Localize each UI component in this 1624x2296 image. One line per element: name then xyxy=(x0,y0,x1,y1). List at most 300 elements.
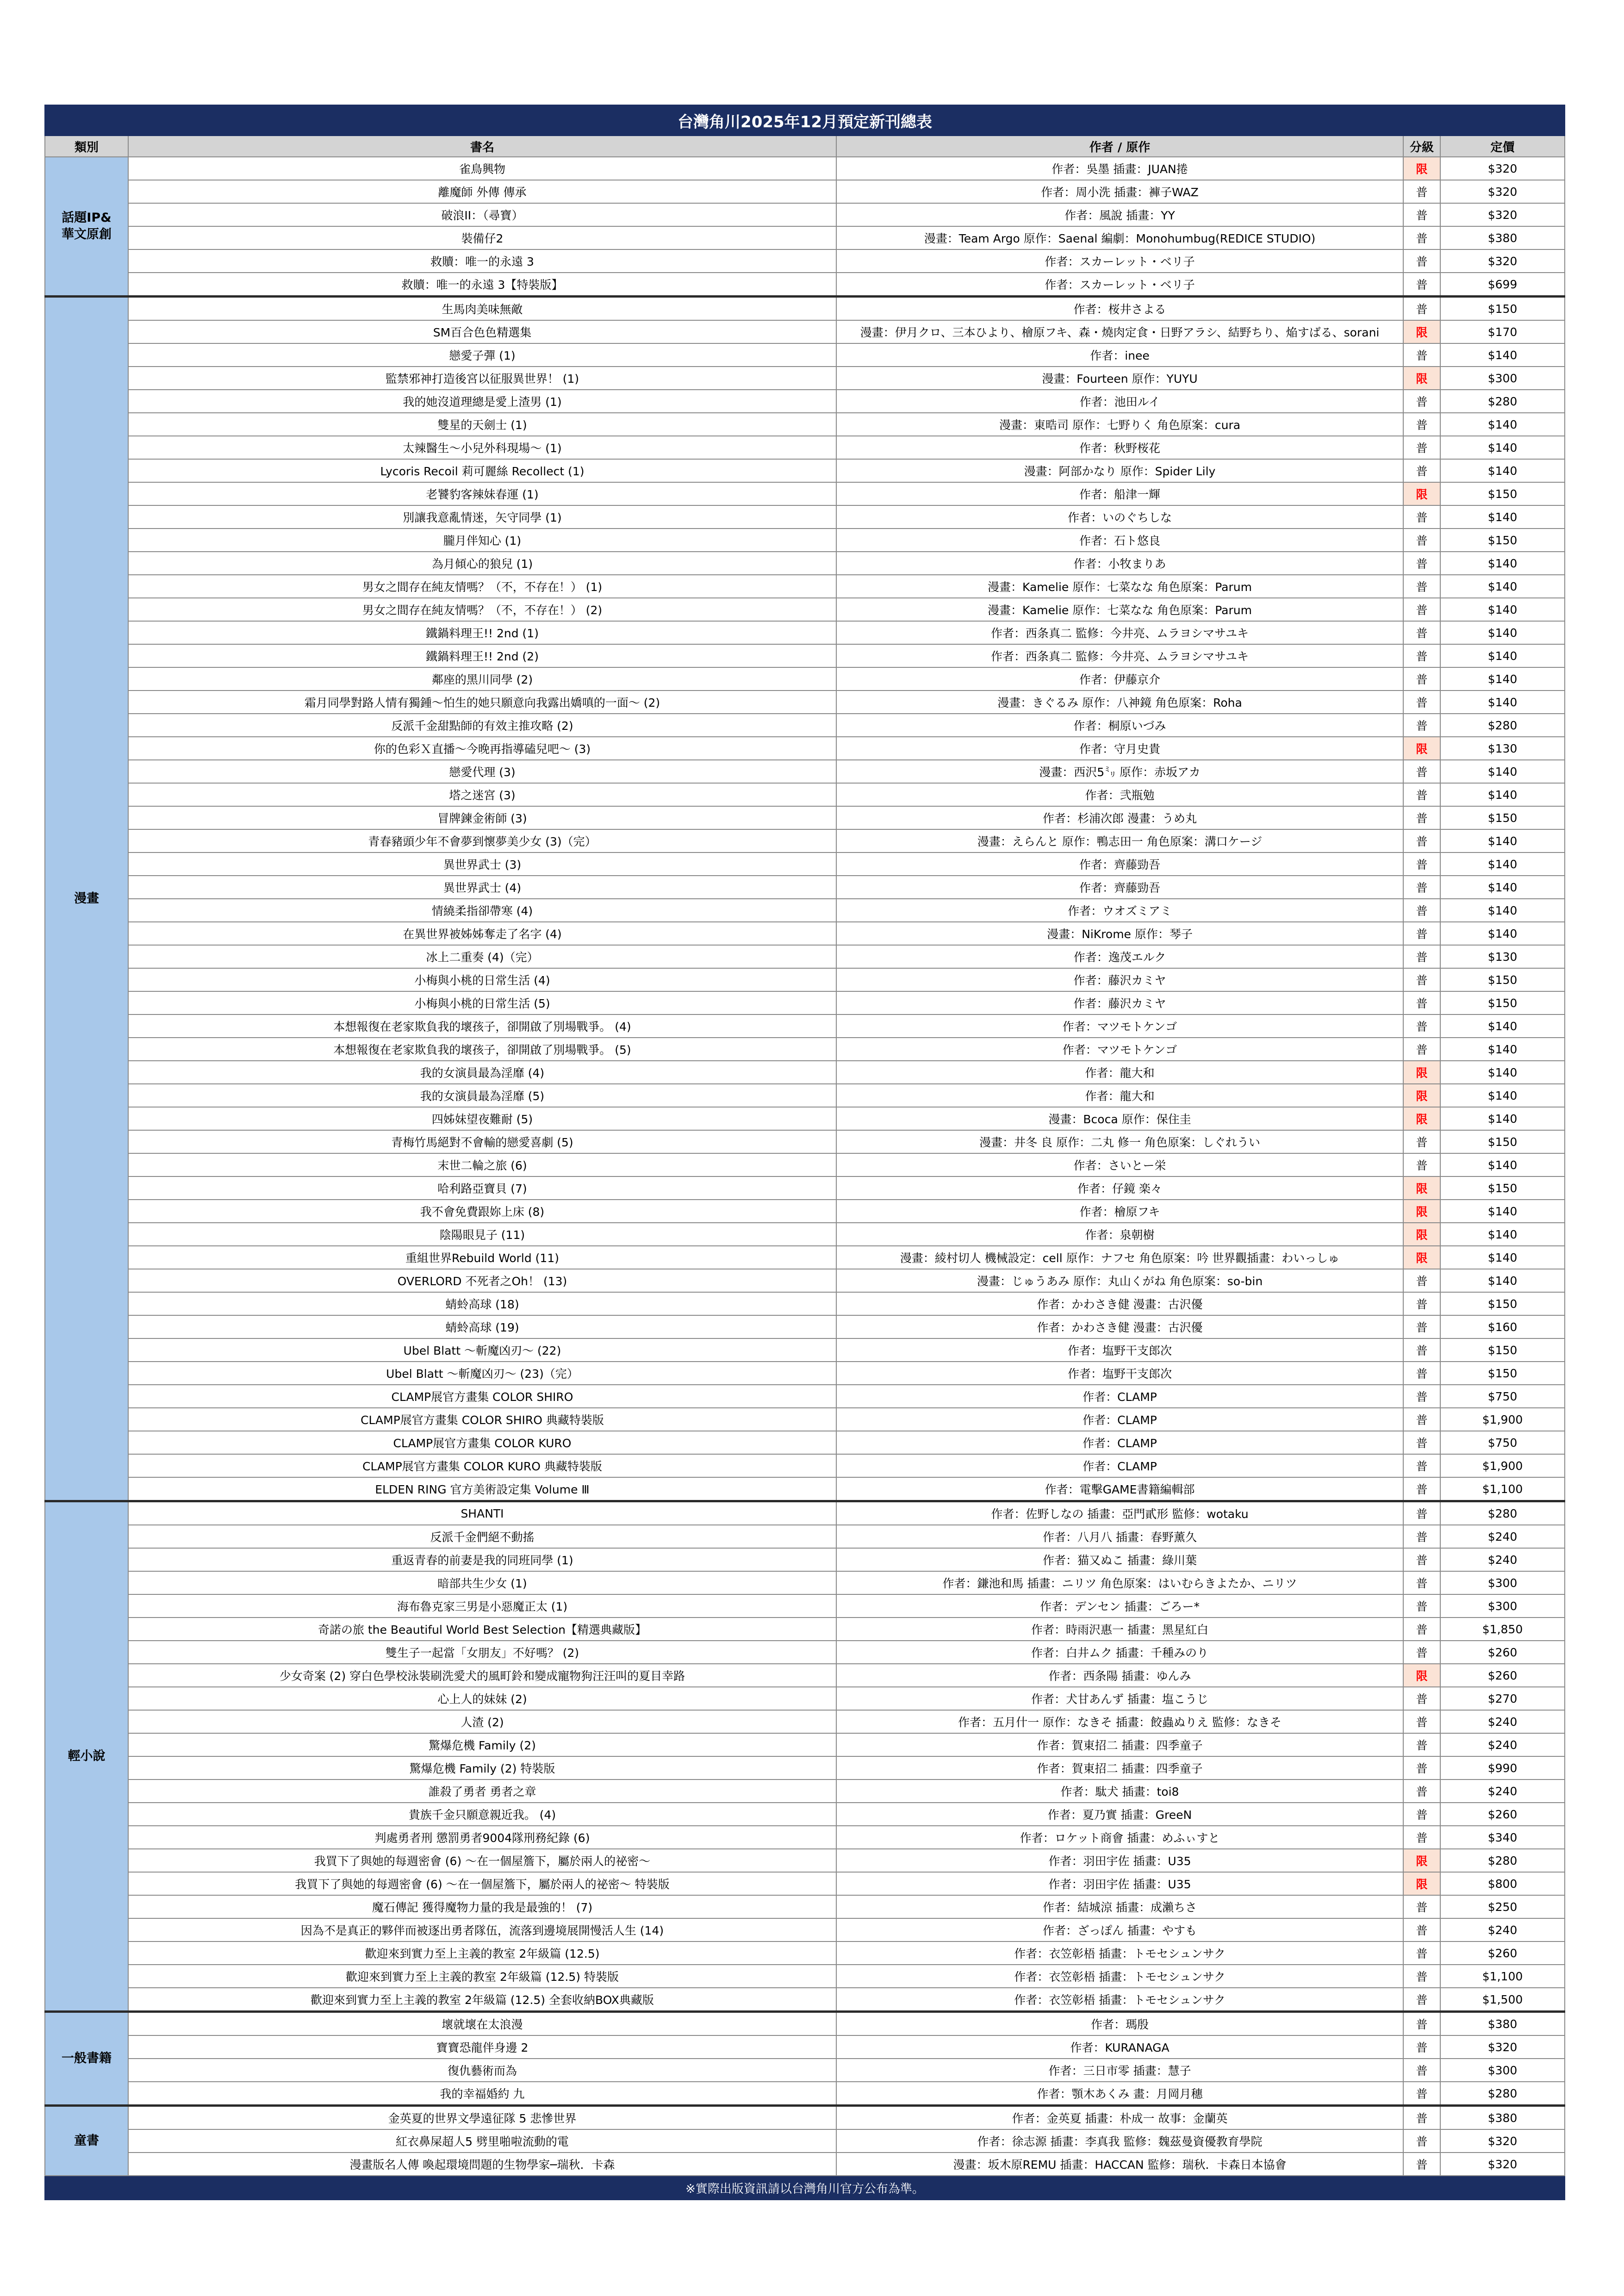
author-cell: 作者：齊藤勁吾 xyxy=(836,852,1403,876)
author-cell: 漫畫：Team Argo 原作：Saenal 編劇：Monohumbug(REDICE STUDIO) xyxy=(836,226,1403,249)
price-cell: $140 xyxy=(1440,575,1565,598)
table-row xyxy=(45,922,1565,945)
book-title-cell: 陰陽眼見子 (11) xyxy=(128,1223,836,1246)
author-cell: 作者：猫又ぬこ 插畫：綠川葉 xyxy=(836,1548,1403,1571)
book-title-cell: 誰殺了勇者 勇者之章 xyxy=(128,1780,836,1803)
author-cell: 作者：さいとー栄 xyxy=(836,1153,1403,1176)
table-row xyxy=(45,1454,1565,1477)
grade-cell: 普 xyxy=(1403,1431,1440,1454)
price-cell: $320 xyxy=(1440,157,1565,180)
grade-cell: 普 xyxy=(1403,1895,1440,1918)
category-cell: 童書 xyxy=(45,2106,128,2176)
author-cell: 作者：衣笠彰梧 插畫：トモセシュンサク xyxy=(836,1941,1403,1965)
book-title-cell: 末世二輪之旅 (6) xyxy=(128,1153,836,1176)
grade-cell: 普 xyxy=(1403,621,1440,644)
price-cell: $320 xyxy=(1440,2129,1565,2153)
author-cell: 漫畫：西沢5㍉ 原作：赤坂アカ xyxy=(836,760,1403,783)
table-row xyxy=(45,2106,1565,2130)
price-cell: $340 xyxy=(1440,1826,1565,1849)
book-title-cell: 離魔師 外傳 傳承 xyxy=(128,180,836,203)
author-cell: 作者：龍大和 xyxy=(836,1061,1403,1084)
book-title-cell: 我的她沒道理總是愛上渣男 (1) xyxy=(128,390,836,413)
author-cell: 作者：CLAMP xyxy=(836,1431,1403,1454)
grade-cell: 普 xyxy=(1403,249,1440,273)
author-cell: 漫畫：Fourteen 原作：YUYU xyxy=(836,367,1403,390)
book-title-cell: 冒牌鍊金術師 (3) xyxy=(128,806,836,829)
table-row xyxy=(45,552,1565,575)
table-row xyxy=(45,2059,1565,2082)
header-grade: 分級 xyxy=(1403,136,1440,157)
grade-cell: 普 xyxy=(1403,1014,1440,1038)
price-cell: $380 xyxy=(1440,2106,1565,2130)
price-cell: $300 xyxy=(1440,2059,1565,2082)
author-cell: 作者：時雨沢惠一 插畫：黑星紅白 xyxy=(836,1618,1403,1641)
price-cell: $150 xyxy=(1440,968,1565,991)
table-row xyxy=(45,1918,1565,1941)
author-cell: 作者：龍大和 xyxy=(836,1084,1403,1107)
author-cell: 作者：杉浦次郎 漫畫：うめ丸 xyxy=(836,806,1403,829)
author-cell: 作者：塩野干支郎次 xyxy=(836,1362,1403,1385)
table-row xyxy=(45,1872,1565,1895)
book-title-cell: 鐵鍋料理王!! 2nd (2) xyxy=(128,644,836,667)
price-cell: $1,900 xyxy=(1440,1408,1565,1431)
book-title-cell: 心上人的妹妹 (2) xyxy=(128,1687,836,1710)
grade-cell: 限 xyxy=(1403,1849,1440,1872)
grade-cell: 普 xyxy=(1403,2106,1440,2130)
grade-cell: 限 xyxy=(1403,1107,1440,1130)
price-cell: $380 xyxy=(1440,226,1565,249)
table-row xyxy=(45,180,1565,203)
book-title-cell: SHANTI xyxy=(128,1501,836,1525)
table-row xyxy=(45,1618,1565,1641)
table-row xyxy=(45,273,1565,297)
table-row xyxy=(45,297,1565,321)
grade-cell: 普 xyxy=(1403,2059,1440,2082)
book-title-cell: 救贖：唯一的永遠 3【特裝版】 xyxy=(128,273,836,297)
book-title-cell: CLAMP展官方畫集 COLOR KURO xyxy=(128,1431,836,1454)
grade-cell: 普 xyxy=(1403,1756,1440,1780)
grade-cell: 普 xyxy=(1403,852,1440,876)
table-row xyxy=(45,157,1565,180)
table-row xyxy=(45,1687,1565,1710)
author-cell: 作者：金英夏 插畫：朴成一 故事：金蘭英 xyxy=(836,2106,1403,2130)
table-row xyxy=(45,1431,1565,1454)
price-cell: $150 xyxy=(1440,1338,1565,1362)
author-cell: 漫畫：きぐるみ 原作：八神鏡 角色原案：Roha xyxy=(836,691,1403,714)
book-title-cell: 青梅竹馬絕對不會輸的戀愛喜劇 (5) xyxy=(128,1130,836,1153)
grade-cell: 普 xyxy=(1403,226,1440,249)
author-cell: 作者：守月史貴 xyxy=(836,737,1403,760)
price-cell: $260 xyxy=(1440,1664,1565,1687)
author-cell: 漫畫：東晧司 原作：七野りく 角色原案：cura xyxy=(836,413,1403,436)
book-title-cell: 我的女演員最為淫靡 (4) xyxy=(128,1061,836,1084)
book-title-cell: 異世界武士 (3) xyxy=(128,852,836,876)
grade-cell: 普 xyxy=(1403,899,1440,922)
table-row xyxy=(45,1130,1565,1153)
grade-cell: 普 xyxy=(1403,1153,1440,1176)
author-cell: 作者：小牧まりあ xyxy=(836,552,1403,575)
book-title-cell: 在異世界被姊姊奪走了名字 (4) xyxy=(128,922,836,945)
grade-cell: 普 xyxy=(1403,760,1440,783)
table-row xyxy=(45,1664,1565,1687)
price-cell: $990 xyxy=(1440,1756,1565,1780)
price-cell: $250 xyxy=(1440,1895,1565,1918)
price-cell: $1,500 xyxy=(1440,1988,1565,2012)
table-row xyxy=(45,1571,1565,1594)
price-cell: $260 xyxy=(1440,1641,1565,1664)
header-name: 書名 xyxy=(128,136,836,157)
grade-cell: 普 xyxy=(1403,1965,1440,1988)
grade-cell: 普 xyxy=(1403,968,1440,991)
author-cell: 作者：結城涼 插畫：成瀨ちさ xyxy=(836,1895,1403,1918)
table-row xyxy=(45,1803,1565,1826)
grade-cell: 普 xyxy=(1403,1408,1440,1431)
grade-cell: 普 xyxy=(1403,1780,1440,1803)
grade-cell: 普 xyxy=(1403,1594,1440,1618)
price-cell: $240 xyxy=(1440,1710,1565,1733)
new-release-table xyxy=(44,105,1565,2200)
price-cell: $300 xyxy=(1440,367,1565,390)
table-row xyxy=(45,226,1565,249)
book-title-cell: 我買下了與她的每週密會 (6) ～在一個屋簷下，屬於兩人的祕密～ xyxy=(128,1849,836,1872)
grade-cell: 普 xyxy=(1403,180,1440,203)
author-cell: 作者：かわさき健 漫畫：古沢優 xyxy=(836,1315,1403,1338)
author-cell: 作者：顎木あくみ 畫：月岡月穗 xyxy=(836,2082,1403,2106)
book-title-cell: 金英夏的世界文學遠征隊 5 悲慘世界 xyxy=(128,2106,836,2130)
table-row xyxy=(45,783,1565,806)
table-row xyxy=(45,667,1565,691)
grade-cell: 普 xyxy=(1403,297,1440,321)
grade-cell: 普 xyxy=(1403,1130,1440,1153)
grade-cell: 普 xyxy=(1403,1038,1440,1061)
price-cell: $140 xyxy=(1440,1061,1565,1084)
grade-cell: 普 xyxy=(1403,529,1440,552)
grade-cell: 限 xyxy=(1403,1176,1440,1200)
book-title-cell: 老饕豹客辣妹春運 (1) xyxy=(128,482,836,505)
book-title-cell: ELDEN RING 官方美術設定集 Volume Ⅲ xyxy=(128,1477,836,1501)
table-row xyxy=(45,1385,1565,1408)
price-cell: $140 xyxy=(1440,783,1565,806)
book-title-cell: SM百合色色精選集 xyxy=(128,320,836,343)
book-title-cell: 歡迎來到實力至上主義的教室 2年級篇 (12.5) 全套收納BOX典藏版 xyxy=(128,1988,836,2012)
price-cell: $150 xyxy=(1440,482,1565,505)
book-title-cell: 奇諾の旅 the Beautiful World Best Selection【精選典藏版】 xyxy=(128,1618,836,1641)
price-cell: $240 xyxy=(1440,1525,1565,1548)
table-row xyxy=(45,1246,1565,1269)
book-title-cell: CLAMP展官方畫集 COLOR SHIRO 典藏特裝版 xyxy=(128,1408,836,1431)
author-cell: 作者：駄犬 插畫：toi8 xyxy=(836,1780,1403,1803)
book-title-cell: 救贖：唯一的永遠 3 xyxy=(128,249,836,273)
author-cell: 作者：桜井さよる xyxy=(836,297,1403,321)
table-row xyxy=(45,991,1565,1014)
table-row xyxy=(45,806,1565,829)
author-cell: 作者：犬甘あんず 插畫：塩こうじ xyxy=(836,1687,1403,1710)
author-cell: 作者：デンセン 插畫：ごろー* xyxy=(836,1594,1403,1618)
book-title-cell: 朧月伴知心 (1) xyxy=(128,529,836,552)
book-title-cell: 少女奇案 (2) 穿白色學校泳裝刷洗愛犬的風町鈴和變成寵物狗汪汪叫的夏目幸路 xyxy=(128,1664,836,1687)
book-title-cell: 青春豬頭少年不會夢到懷夢美少女 (3)（完） xyxy=(128,829,836,852)
price-cell: $280 xyxy=(1440,1849,1565,1872)
table-row xyxy=(45,852,1565,876)
category-cell: 輕小說 xyxy=(45,1501,128,2012)
author-cell: 作者：八月八 插畫：春野薰久 xyxy=(836,1525,1403,1548)
book-title-cell: 雙生子一起當「女朋友」不好嗎？ (2) xyxy=(128,1641,836,1664)
price-cell: $160 xyxy=(1440,1315,1565,1338)
grade-cell: 普 xyxy=(1403,343,1440,367)
price-cell: $140 xyxy=(1440,436,1565,459)
table-row xyxy=(45,1176,1565,1200)
price-cell: $750 xyxy=(1440,1385,1565,1408)
price-cell: $750 xyxy=(1440,1431,1565,1454)
book-title-cell: Ubel Blatt ～斬魔凶刃～ (23)（完） xyxy=(128,1362,836,1385)
table-row xyxy=(45,691,1565,714)
grade-cell: 限 xyxy=(1403,482,1440,505)
book-title-cell: 裝備仔2 xyxy=(128,226,836,249)
price-cell: $320 xyxy=(1440,203,1565,226)
price-cell: $140 xyxy=(1440,1269,1565,1292)
price-cell: $140 xyxy=(1440,505,1565,529)
author-cell: 漫畫：綾村切人 機械設定：cell 原作：ナフセ 角色原案：吟 世界觀插畫：わいっしゅ xyxy=(836,1246,1403,1269)
author-cell: 作者：夏乃實 插畫：GreeN xyxy=(836,1803,1403,1826)
table-row xyxy=(45,737,1565,760)
book-title-cell: 本想報復在老家欺負我的壞孩子，卻開啟了別場戰爭。 (5) xyxy=(128,1038,836,1061)
price-cell: $140 xyxy=(1440,852,1565,876)
grade-cell: 普 xyxy=(1403,2012,1440,2036)
author-cell: 作者：瑪殷 xyxy=(836,2012,1403,2036)
author-cell: 漫畫：NiKrome 原作：琴子 xyxy=(836,922,1403,945)
book-title-cell: 反派千金甜點師的有效主推攻略 (2) xyxy=(128,714,836,737)
table-row xyxy=(45,1965,1565,1988)
price-cell: $140 xyxy=(1440,343,1565,367)
price-cell: $150 xyxy=(1440,806,1565,829)
price-cell: $699 xyxy=(1440,273,1565,297)
price-cell: $270 xyxy=(1440,1687,1565,1710)
grade-cell: 普 xyxy=(1403,1548,1440,1571)
price-cell: $800 xyxy=(1440,1872,1565,1895)
table-row xyxy=(45,1292,1565,1315)
author-cell: 漫畫：Kamelie 原作：七菜なな 角色原案：Parum xyxy=(836,575,1403,598)
author-cell: 作者：伊藤京介 xyxy=(836,667,1403,691)
grade-cell: 普 xyxy=(1403,413,1440,436)
price-cell: $240 xyxy=(1440,1733,1565,1756)
author-cell: 作者：檜原フキ xyxy=(836,1200,1403,1223)
grade-cell: 普 xyxy=(1403,1988,1440,2012)
grade-cell: 普 xyxy=(1403,1803,1440,1826)
price-cell: $140 xyxy=(1440,691,1565,714)
grade-cell: 普 xyxy=(1403,203,1440,226)
price-cell: $140 xyxy=(1440,552,1565,575)
price-cell: $150 xyxy=(1440,1130,1565,1153)
book-title-cell: 小梅與小桃的日常生活 (5) xyxy=(128,991,836,1014)
book-title-cell: 重組世界Rebuild World (11) xyxy=(128,1246,836,1269)
price-cell: $140 xyxy=(1440,413,1565,436)
table-row xyxy=(45,459,1565,482)
footer-row xyxy=(45,2176,1565,2200)
author-cell: 作者：いのぐちしな xyxy=(836,505,1403,529)
author-cell: 作者：賀東招二 插畫：四季童子 xyxy=(836,1733,1403,1756)
grade-cell: 普 xyxy=(1403,876,1440,899)
book-title-cell: 歡迎來到實力至上主義的教室 2年級篇 (12.5) 特裝版 xyxy=(128,1965,836,1988)
grade-cell: 普 xyxy=(1403,575,1440,598)
author-cell: 漫畫：井冬 良 原作：二丸 修一 角色原案：しぐれうい xyxy=(836,1130,1403,1153)
author-cell: 作者：塩野干支郎次 xyxy=(836,1338,1403,1362)
book-title-cell: 重返青春的前妻是我的同班同學 (1) xyxy=(128,1548,836,1571)
table-row xyxy=(45,505,1565,529)
book-title-cell: 雙星的天劍士 (1) xyxy=(128,413,836,436)
price-cell: $140 xyxy=(1440,621,1565,644)
grade-cell: 普 xyxy=(1403,945,1440,968)
table-row xyxy=(45,1780,1565,1803)
table-row xyxy=(45,203,1565,226)
author-cell: 作者：風說 插畫：YY xyxy=(836,203,1403,226)
book-title-cell: 蜻蛉高球 (18) xyxy=(128,1292,836,1315)
price-cell: $320 xyxy=(1440,180,1565,203)
book-title-cell: 魔石傳記 獲得魔物力量的我是最強的！ (7) xyxy=(128,1895,836,1918)
table-row xyxy=(45,760,1565,783)
book-title-cell: 驚爆危機 Family (2) xyxy=(128,1733,836,1756)
table-row xyxy=(45,249,1565,273)
author-cell: 作者：スカーレット・ベリ子 xyxy=(836,273,1403,297)
table-title-row xyxy=(45,105,1565,136)
grade-cell: 限 xyxy=(1403,157,1440,180)
author-cell: 作者：秋野桜花 xyxy=(836,436,1403,459)
author-cell: 作者：羽田宇佐 插畫：U35 xyxy=(836,1872,1403,1895)
book-title-cell: 霜月同學對路人情有獨鍾～怕生的她只願意向我露出嬌嗔的一面～ (2) xyxy=(128,691,836,714)
price-cell: $140 xyxy=(1440,1014,1565,1038)
price-cell: $130 xyxy=(1440,945,1565,968)
book-title-cell: 紅衣鼻屎超人5 劈里啪啦流動的電 xyxy=(128,2129,836,2153)
table-row xyxy=(45,1849,1565,1872)
grade-cell: 普 xyxy=(1403,1687,1440,1710)
grade-cell: 普 xyxy=(1403,1385,1440,1408)
table-row xyxy=(45,1641,1565,1664)
price-cell: $150 xyxy=(1440,991,1565,1014)
author-cell: 作者：池田ルイ xyxy=(836,390,1403,413)
price-cell: $260 xyxy=(1440,1803,1565,1826)
grade-cell: 限 xyxy=(1403,1246,1440,1269)
grade-cell: 普 xyxy=(1403,783,1440,806)
grade-cell: 普 xyxy=(1403,1501,1440,1525)
price-cell: $140 xyxy=(1440,459,1565,482)
table-row xyxy=(45,1710,1565,1733)
grade-cell: 普 xyxy=(1403,829,1440,852)
author-cell: 漫畫：Kamelie 原作：七菜なな 角色原案：Parum xyxy=(836,598,1403,621)
book-title-cell: 男女之間存在純友情嗎？（不，不存在！） (2) xyxy=(128,598,836,621)
author-cell: 漫畫：阿部かなり 原作：Spider Lily xyxy=(836,459,1403,482)
grade-cell: 普 xyxy=(1403,390,1440,413)
table-row xyxy=(45,1223,1565,1246)
table-row xyxy=(45,1014,1565,1038)
price-cell: $1,850 xyxy=(1440,1618,1565,1641)
grade-cell: 限 xyxy=(1403,737,1440,760)
book-title-cell: OVERLORD 不死者之Oh！ (13) xyxy=(128,1269,836,1292)
table-row xyxy=(45,876,1565,899)
table-row xyxy=(45,2035,1565,2059)
table-row xyxy=(45,598,1565,621)
price-cell: $240 xyxy=(1440,1780,1565,1803)
table-row xyxy=(45,1107,1565,1130)
grade-cell: 普 xyxy=(1403,1571,1440,1594)
grade-cell: 普 xyxy=(1403,1454,1440,1477)
grade-cell: 普 xyxy=(1403,667,1440,691)
grade-cell: 普 xyxy=(1403,2153,1440,2176)
author-cell: 作者：西条陽 插畫：ゆんみ xyxy=(836,1664,1403,1687)
author-cell: 作者：逸茂エルク xyxy=(836,945,1403,968)
table-row xyxy=(45,968,1565,991)
book-title-cell: 四姊妹望夜難耐 (5) xyxy=(128,1107,836,1130)
author-cell: 作者：石ト悠良 xyxy=(836,529,1403,552)
grade-cell: 限 xyxy=(1403,320,1440,343)
table-row xyxy=(45,1061,1565,1084)
book-title-cell: 異世界武士 (4) xyxy=(128,876,836,899)
author-cell: 作者：CLAMP xyxy=(836,1385,1403,1408)
author-cell: 作者：桐原いづみ xyxy=(836,714,1403,737)
book-title-cell: 判處勇者刑 懲罰勇者9004隊刑務紀錄 (6) xyxy=(128,1826,836,1849)
grade-cell: 限 xyxy=(1403,1223,1440,1246)
table-row xyxy=(45,343,1565,367)
author-cell: 作者：西条真二 監修：今井亮、ムラヨシマサユキ xyxy=(836,644,1403,667)
table-row xyxy=(45,1988,1565,2012)
book-title-cell: 冰上二重奏 (4)（完） xyxy=(128,945,836,968)
book-title-cell: 復仇藝術而為 xyxy=(128,2059,836,2082)
header-category: 類別 xyxy=(45,136,128,157)
grade-cell: 普 xyxy=(1403,922,1440,945)
table-body xyxy=(45,157,1565,2176)
grade-cell: 限 xyxy=(1403,1200,1440,1223)
grade-cell: 限 xyxy=(1403,1084,1440,1107)
author-cell: 作者：inee xyxy=(836,343,1403,367)
table-row xyxy=(45,390,1565,413)
book-title-cell: 貴族千金只願意親近我。 (4) xyxy=(128,1803,836,1826)
author-cell: 作者：三日市零 插畫：慧子 xyxy=(836,2059,1403,2082)
table-row xyxy=(45,2082,1565,2106)
book-title-cell: 人渣 (2) xyxy=(128,1710,836,1733)
book-title-cell: 壞就壞在太浪漫 xyxy=(128,2012,836,2036)
table-row xyxy=(45,1525,1565,1548)
book-title-cell: Lycoris Recoil 莉可麗絲 Recollect (1) xyxy=(128,459,836,482)
grade-cell: 普 xyxy=(1403,1292,1440,1315)
book-title-cell: CLAMP展官方畫集 COLOR SHIRO xyxy=(128,1385,836,1408)
grade-cell: 普 xyxy=(1403,691,1440,714)
price-cell: $140 xyxy=(1440,1153,1565,1176)
author-cell: 作者：仔鏡 楽々 xyxy=(836,1176,1403,1200)
book-title-cell: 鐵鍋料理王!! 2nd (1) xyxy=(128,621,836,644)
grade-cell: 普 xyxy=(1403,2082,1440,2106)
author-cell: 作者：藤沢カミヤ xyxy=(836,991,1403,1014)
table-row xyxy=(45,320,1565,343)
author-cell: 作者：ロケット商會 插畫：めふぃすと xyxy=(836,1826,1403,1849)
column-header-row xyxy=(45,136,1565,157)
price-cell: $280 xyxy=(1440,714,1565,737)
author-cell: 作者：吳墨 插畫：JUAN捲 xyxy=(836,157,1403,180)
price-cell: $140 xyxy=(1440,644,1565,667)
author-cell: 作者：泉朝樹 xyxy=(836,1223,1403,1246)
author-cell: 作者：ざっぽん 插畫：やすも xyxy=(836,1918,1403,1941)
footer-note: ※實際出版資訊請以台灣角川官方公布為準。 xyxy=(45,2176,1565,2200)
table-row xyxy=(45,1756,1565,1780)
author-cell: 作者：白井ムク 插畫：千種みのり xyxy=(836,1641,1403,1664)
author-cell: 作者：マツモトケンゴ xyxy=(836,1038,1403,1061)
grade-cell: 普 xyxy=(1403,1618,1440,1641)
grade-cell: 普 xyxy=(1403,1269,1440,1292)
book-title-cell: 太辣醫生～小兒外科現場～ (1) xyxy=(128,436,836,459)
grade-cell: 普 xyxy=(1403,1362,1440,1385)
book-title-cell: 戀愛子彈 (1) xyxy=(128,343,836,367)
book-title-cell: 生馬肉美味無敵 xyxy=(128,297,836,321)
table-row xyxy=(45,1338,1565,1362)
author-cell: 作者：マツモトケンゴ xyxy=(836,1014,1403,1038)
grade-cell: 普 xyxy=(1403,2035,1440,2059)
